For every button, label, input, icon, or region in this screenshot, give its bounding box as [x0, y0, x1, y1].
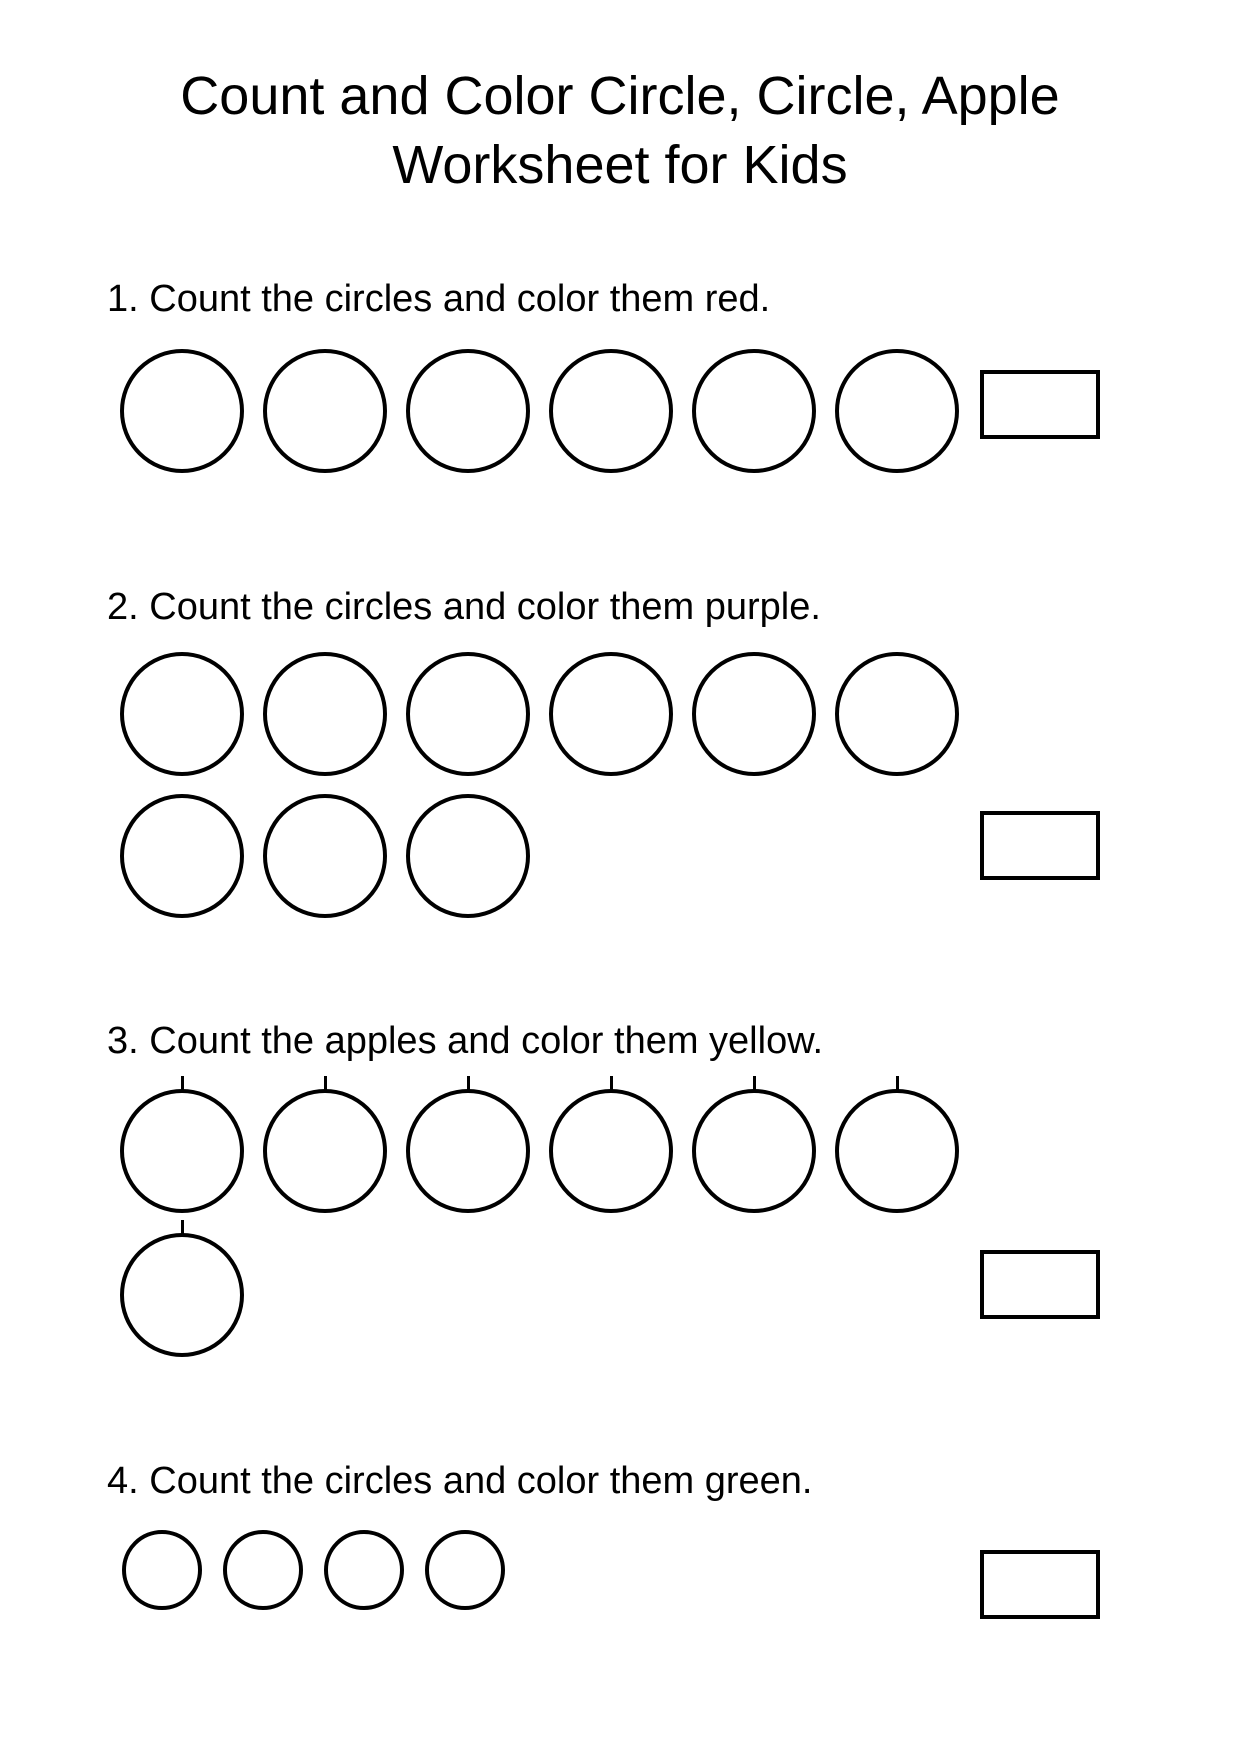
section-3-shape-row-1	[120, 1076, 959, 1213]
section-4-heading: 4. Count the circles and color them green.	[107, 1460, 813, 1502]
circle-shape[interactable]	[223, 1530, 303, 1610]
answer-box-4[interactable]	[980, 1550, 1100, 1619]
section-3-heading: 3. Count the apples and color them yellow.	[107, 1020, 824, 1062]
circle-shape[interactable]	[835, 349, 959, 473]
circle-shape[interactable]	[406, 652, 530, 776]
circle-shape[interactable]	[263, 794, 387, 918]
apple-shape[interactable]	[549, 1076, 673, 1213]
circle-shape[interactable]	[120, 652, 244, 776]
worksheet-title-line2: Worksheet for Kids	[392, 135, 848, 195]
section-4-shape-row-1	[122, 1530, 505, 1610]
apple-body-circle	[549, 1089, 673, 1213]
answer-box-1[interactable]	[980, 370, 1100, 439]
section-2-heading: 2. Count the circles and color them purple.	[107, 586, 821, 628]
circle-shape[interactable]	[120, 349, 244, 473]
section-2-shape-row-1	[120, 652, 959, 776]
apple-body-circle	[120, 1089, 244, 1213]
apple-body-circle	[263, 1089, 387, 1213]
worksheet-title	[0, 62, 1240, 200]
apple-body-circle	[406, 1089, 530, 1213]
section-2-shape-row-2	[120, 794, 530, 918]
apple-shape[interactable]	[263, 1076, 387, 1213]
section-1-heading: 1. Count the circles and color them red.	[107, 278, 771, 320]
apple-shape[interactable]	[120, 1220, 244, 1357]
section-1-shape-row-1	[120, 349, 959, 473]
circle-shape[interactable]	[406, 794, 530, 918]
answer-box-2[interactable]	[980, 811, 1100, 880]
circle-shape[interactable]	[692, 652, 816, 776]
section-3-shape-row-2	[120, 1220, 244, 1357]
apple-body-circle	[692, 1089, 816, 1213]
apple-shape[interactable]	[835, 1076, 959, 1213]
circle-shape[interactable]	[324, 1530, 404, 1610]
circle-shape[interactable]	[263, 652, 387, 776]
circle-shape[interactable]	[549, 349, 673, 473]
apple-body-circle	[835, 1089, 959, 1213]
circle-shape[interactable]	[263, 349, 387, 473]
circle-shape[interactable]	[425, 1530, 505, 1610]
circle-shape[interactable]	[835, 652, 959, 776]
circle-shape[interactable]	[122, 1530, 202, 1610]
circle-shape[interactable]	[406, 349, 530, 473]
apple-body-circle	[120, 1233, 244, 1357]
apple-shape[interactable]	[692, 1076, 816, 1213]
circle-shape[interactable]	[120, 794, 244, 918]
worksheet-title-line1: Count and Color Circle, Circle, Apple	[180, 66, 1060, 126]
circle-shape[interactable]	[549, 652, 673, 776]
apple-shape[interactable]	[406, 1076, 530, 1213]
circle-shape[interactable]	[692, 349, 816, 473]
answer-box-3[interactable]	[980, 1250, 1100, 1319]
apple-shape[interactable]	[120, 1076, 244, 1213]
